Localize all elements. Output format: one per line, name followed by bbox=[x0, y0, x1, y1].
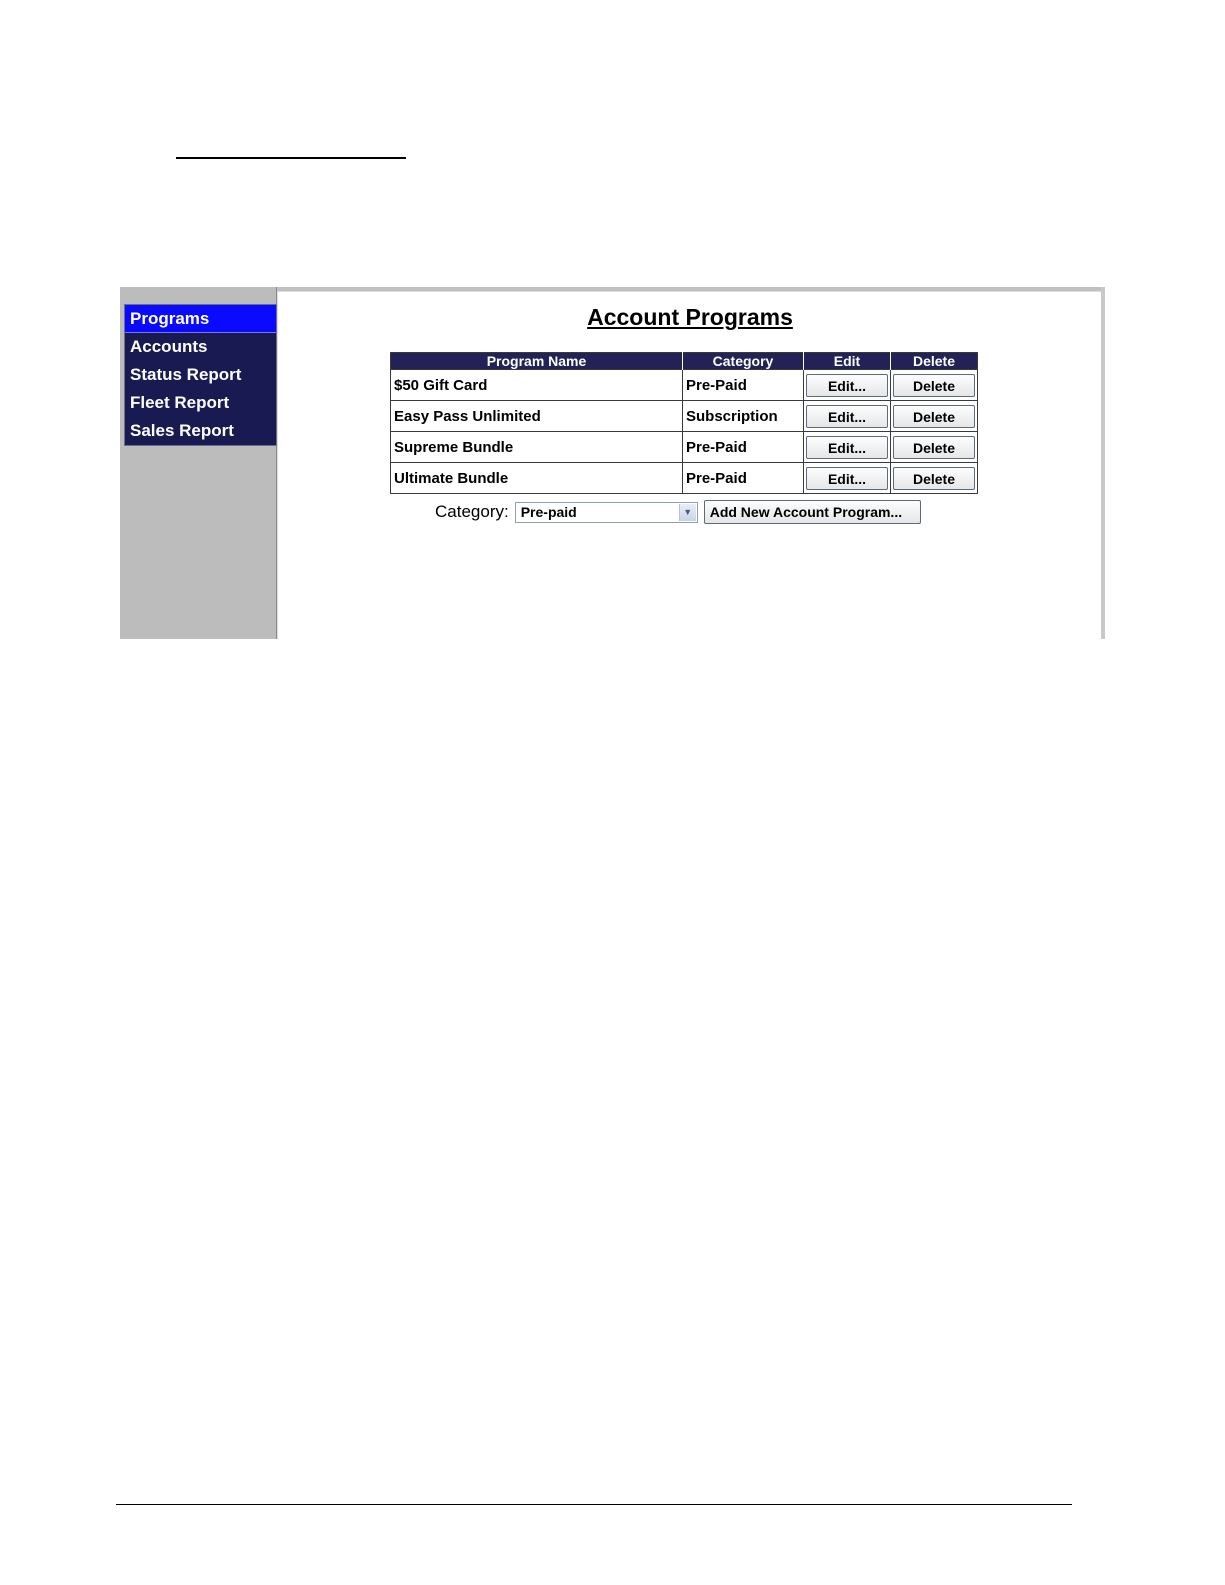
table-row bbox=[391, 463, 978, 494]
edit-button[interactable]: Edit... bbox=[806, 374, 888, 397]
category-label: Category: bbox=[435, 502, 509, 521]
sidebar-nav bbox=[124, 304, 277, 446]
edit-button[interactable]: Edit... bbox=[806, 467, 888, 490]
delete-button[interactable]: Delete bbox=[893, 436, 975, 459]
delete-cell bbox=[891, 401, 978, 432]
edit-cell bbox=[804, 401, 891, 432]
delete-cell bbox=[891, 370, 978, 401]
sidebar-item-sales-report[interactable]: Sales Report bbox=[130, 421, 234, 440]
program-name-cell: Supreme Bundle bbox=[391, 432, 683, 463]
edit-cell bbox=[804, 432, 891, 463]
add-new-account-program-button[interactable]: Add New Account Program... bbox=[704, 500, 921, 524]
sidebar bbox=[120, 287, 277, 639]
table-header-row bbox=[391, 353, 978, 370]
table-row bbox=[391, 370, 978, 401]
sidebar-item-programs[interactable]: Programs bbox=[125, 305, 276, 333]
sidebar-item-status-report[interactable]: Status Report bbox=[130, 365, 242, 384]
page-title: Account Programs bbox=[587, 304, 793, 330]
program-name-cell: Ultimate Bundle bbox=[391, 463, 683, 494]
category-select[interactable] bbox=[515, 502, 698, 523]
category-cell: Pre-Paid bbox=[683, 432, 804, 463]
delete-button[interactable]: Delete bbox=[893, 405, 975, 428]
programs-table bbox=[390, 352, 978, 494]
chevron-down-icon[interactable]: ▼ bbox=[679, 504, 696, 521]
app-screenshot bbox=[120, 287, 1105, 639]
delete-cell bbox=[891, 463, 978, 494]
column-header-edit: Edit bbox=[804, 353, 891, 370]
column-header-program-name: Program Name bbox=[391, 353, 683, 370]
program-name-cell: Easy Pass Unlimited bbox=[391, 401, 683, 432]
category-cell: Subscription bbox=[683, 401, 804, 432]
column-header-delete: Delete bbox=[891, 353, 978, 370]
main-content bbox=[277, 291, 1102, 639]
heading-underline bbox=[176, 157, 406, 159]
category-cell: Pre-Paid bbox=[683, 370, 804, 401]
edit-cell bbox=[804, 370, 891, 401]
column-header-category: Category bbox=[683, 353, 804, 370]
edit-cell bbox=[804, 463, 891, 494]
table-row bbox=[391, 401, 978, 432]
edit-button[interactable]: Edit... bbox=[806, 436, 888, 459]
delete-button[interactable]: Delete bbox=[893, 467, 975, 490]
edit-button[interactable]: Edit... bbox=[806, 405, 888, 428]
category-row bbox=[435, 499, 921, 525]
table-row bbox=[391, 432, 978, 463]
sidebar-item-accounts[interactable]: Accounts bbox=[130, 337, 208, 356]
delete-cell bbox=[891, 432, 978, 463]
delete-button[interactable]: Delete bbox=[893, 374, 975, 397]
sidebar-item-fleet-report[interactable]: Fleet Report bbox=[130, 393, 230, 412]
category-cell: Pre-Paid bbox=[683, 463, 804, 494]
category-select-value: Pre-paid bbox=[520, 503, 577, 520]
program-name-cell: $50 Gift Card bbox=[391, 370, 683, 401]
footer-rule bbox=[116, 1504, 1072, 1505]
window-right-edge bbox=[1101, 287, 1105, 639]
